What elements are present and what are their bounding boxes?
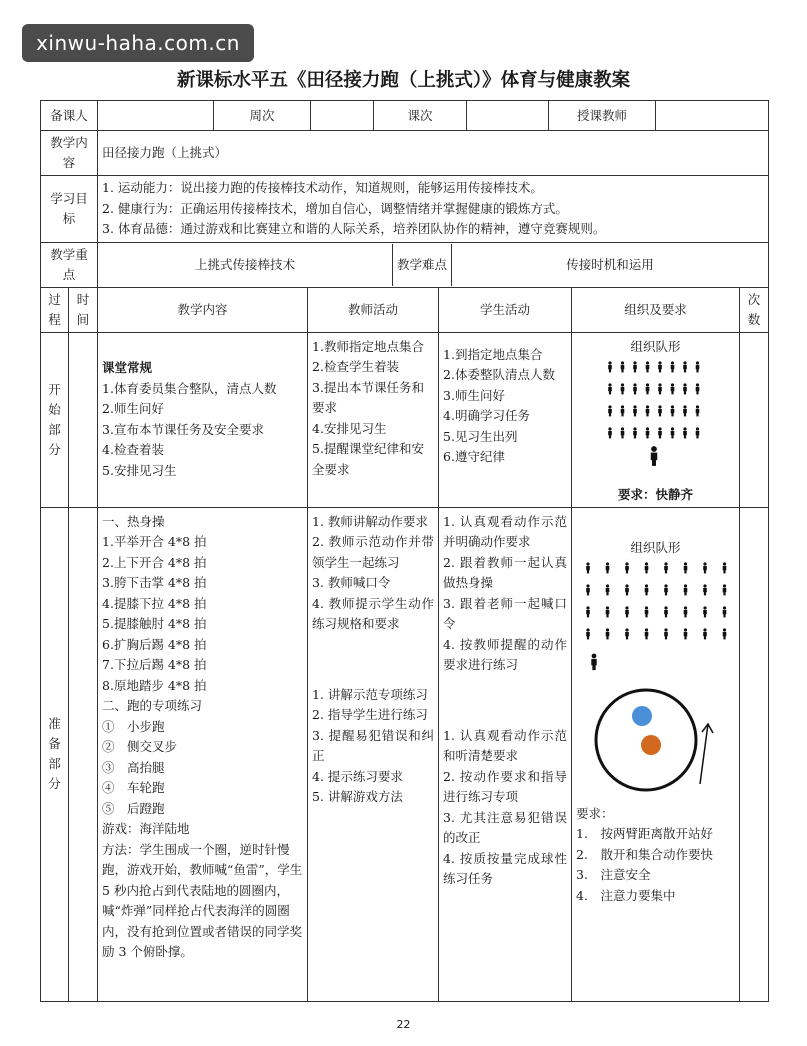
start-content-item: 4.检查着装	[102, 442, 164, 457]
student-figure-icon	[621, 427, 625, 438]
student-figure-icon	[671, 405, 675, 416]
student-item: 1. 认真观看动作示范并明确动作要求	[443, 513, 568, 549]
student-figure-icon	[683, 383, 687, 394]
goals-label: 学习目标	[41, 176, 98, 243]
teacher-item: 3.提出本节课任务和要求	[312, 379, 424, 415]
student-figure-icon	[696, 405, 700, 416]
prep-section-row	[41, 507, 769, 1002]
start-section-time	[69, 332, 98, 507]
student-item: 3. 尤其注意易犯错误的改正	[443, 809, 568, 845]
req-item: 2. 散开和集合动作要快	[576, 846, 713, 862]
student-figure-icon	[696, 427, 700, 438]
student-figure-icon	[664, 584, 668, 595]
student-figure-icon	[646, 383, 650, 394]
student-item: 6.遵守纪律	[443, 449, 505, 464]
warmup-item: 6.扩胸后踢 4*8 拍	[102, 636, 207, 652]
student-figure-icon	[684, 562, 688, 573]
prep-org-title: 组织队形	[630, 539, 681, 555]
student-figure-icon	[683, 405, 687, 416]
content-value: 田径接力跑（上挑式）	[98, 131, 769, 176]
student-figure-icon	[671, 383, 675, 394]
student-item: 4.明确学习任务	[443, 408, 530, 423]
student-figure-icon	[586, 628, 590, 639]
teacher-item: 1.教师指定地点集合	[312, 338, 424, 354]
teacher-item: 5. 讲解游戏方法	[312, 789, 403, 804]
student-figure-icon	[646, 405, 650, 416]
student-figure-icon	[684, 606, 688, 617]
student-figure-icon	[658, 427, 662, 438]
student-figure-icon	[651, 446, 657, 466]
page-title: 新课标水平五《田径接力跑（上挑式）》体育与健康教案	[176, 70, 631, 91]
student-figure-icon	[723, 628, 727, 639]
col-process: 过程	[41, 287, 69, 332]
blue-marker	[632, 706, 652, 726]
goals-list	[98, 176, 769, 243]
goal-item: 1. 运动能力：说出接力跑的传接棒技术动作，知道规则，能够运用传接棒技术。	[102, 180, 543, 195]
student-figure-icon	[684, 628, 688, 639]
student-figure-icon	[621, 361, 625, 372]
student-figure-icon	[646, 427, 650, 438]
student-figure-icon	[646, 361, 650, 372]
start-formation-diagram	[576, 357, 734, 475]
warmup-title: 一、热身操	[102, 513, 165, 529]
start-section-label: 开始部分	[41, 332, 69, 507]
warmup-item: 5.提膝触肘 4*8 拍	[102, 616, 207, 631]
student-item: 4. 按教师提醒的动作要求进行练习	[443, 636, 568, 672]
difficulty-label: 教学难点	[393, 244, 452, 286]
student-figure-icon	[671, 361, 675, 372]
student-figure-icon	[703, 584, 707, 595]
start-org-requirement: 要求：快静齐	[618, 486, 694, 502]
student-figure-icon	[696, 361, 700, 372]
student-item: 2. 跟着教师一起认真做热身操	[443, 554, 568, 590]
req-item: 3. 注意安全	[576, 867, 651, 882]
col-time: 时间	[69, 287, 98, 332]
student-figure-icon	[608, 427, 612, 438]
student-figure-icon	[723, 606, 727, 617]
student-figure-icon	[658, 361, 662, 372]
start-teacher-activity	[308, 332, 439, 507]
col-count: 次数	[740, 287, 769, 332]
lesson-label: 课次	[374, 101, 467, 130]
teacher-item: 5.提醒课堂纪律和安全要求	[312, 441, 424, 477]
teacher-item: 3. 教师喊口令	[312, 575, 391, 590]
start-content-item: 1.体育委员集合整队，清点人数	[102, 380, 277, 396]
student-figure-icon	[633, 361, 637, 372]
teacher-item: 2. 教师示范动作并带领学生一起练习	[312, 534, 435, 570]
start-count	[740, 332, 769, 507]
prep-formation-diagram	[576, 558, 734, 678]
student-figure-icon	[664, 606, 668, 617]
teacher-item: 2. 指导学生进行练习	[312, 707, 428, 722]
student-figure-icon	[671, 427, 675, 438]
student-figure-icon	[606, 606, 610, 617]
teacher-item: 4. 教师提示学生动作练习规格和要求	[312, 595, 435, 631]
warmup-item: 3.胯下击掌 4*8 拍	[102, 575, 207, 590]
student-figure-icon	[703, 628, 707, 639]
warmup-item: 8.原地踏步 4*8 拍	[102, 677, 207, 693]
warmup-item: 2.上下开合 4*8 拍	[102, 554, 207, 570]
prep-requirements	[576, 804, 735, 907]
goal-item: 3. 体育品德：通过游戏和比赛建立和谐的人际关系，培养团队协作的精神，遵守竞赛规则。	[102, 221, 606, 236]
start-org-title: 组织队形	[630, 338, 681, 354]
col-content: 教学内容	[98, 287, 308, 332]
column-header-row	[41, 287, 769, 332]
student-item: 1. 认真观看动作示范和听清楚要求	[443, 727, 568, 763]
teacher-item: 2.检查学生着装	[312, 359, 399, 374]
student-figure-icon	[645, 606, 649, 617]
preparer-label: 备课人	[41, 101, 98, 131]
student-figure-icon	[608, 383, 612, 394]
teacher-item: 3. 提醒易犯错误和纠正	[312, 727, 435, 763]
start-student-activity	[439, 332, 572, 507]
start-content	[98, 332, 308, 507]
warmup-item: 1.平举开合 4*8 拍	[102, 534, 207, 549]
prep-count	[740, 507, 769, 1002]
focus-row	[41, 242, 769, 287]
student-figure-icon	[703, 606, 707, 617]
student-figure-icon	[633, 405, 637, 416]
drill-title: 二、跑的专项练习	[102, 698, 203, 713]
drill-item: ② 侧交叉步	[102, 739, 178, 754]
prep-teacher-activity	[308, 507, 439, 1002]
student-figure-icon	[633, 427, 637, 438]
student-figure-icon	[645, 628, 649, 639]
student-figure-icon	[606, 562, 610, 573]
student-figure-icon	[683, 361, 687, 372]
student-figure-icon	[664, 628, 668, 639]
student-item: 1.到指定地点集合	[443, 346, 543, 362]
start-section-row	[41, 332, 769, 507]
start-content-item: 3.宣布本节课任务及安全要求	[102, 421, 264, 437]
teacher-item: 1. 教师讲解动作要求	[312, 513, 428, 529]
student-item: 4. 按质按量完成球性练习任务	[443, 850, 568, 886]
prep-organization	[572, 507, 740, 1002]
preparer-value	[98, 101, 214, 130]
student-item: 5.见习生出列	[443, 428, 518, 444]
content-row	[41, 131, 769, 176]
drill-item: ⑤ 后蹬跑	[102, 800, 165, 816]
req-item: 4. 注意力要集中	[576, 887, 676, 903]
student-figure-icon	[621, 405, 625, 416]
prep-student-activity	[439, 507, 572, 1002]
col-org: 组织及要求	[572, 287, 740, 332]
goal-item: 2. 健康行为：正确运用传接棒技术，增加自信心，调整情绪并掌握健康的锻炼方式。	[102, 200, 568, 216]
student-figure-icon	[683, 427, 687, 438]
student-figure-icon	[658, 405, 662, 416]
lesson-value	[467, 101, 549, 130]
student-figure-icon	[606, 584, 610, 595]
start-content-item: 5.安排见习生	[102, 462, 177, 478]
student-figure-icon	[696, 383, 700, 394]
teacher-label: 授课教师	[549, 101, 656, 130]
student-figure-icon	[625, 628, 629, 639]
difficulty-value: 传接时机和运用	[566, 256, 654, 272]
student-figure-icon	[645, 562, 649, 573]
student-figure-icon	[703, 562, 707, 573]
student-figure-icon	[621, 383, 625, 394]
student-figure-icon	[608, 405, 612, 416]
key-point-label: 教学重点	[41, 242, 98, 287]
req-title: 要求：	[576, 805, 614, 821]
start-content-item: 2.师生问好	[102, 401, 164, 416]
student-figure-icon	[608, 361, 612, 372]
student-figure-icon	[645, 584, 649, 595]
lesson-plan-table	[40, 100, 769, 1002]
student-item: 2.体委整队清点人数	[443, 367, 555, 382]
student-figure-icon	[625, 584, 629, 595]
student-figure-icon	[625, 606, 629, 617]
warmup-item: 4.提膝下拉 4*8 拍	[102, 595, 207, 611]
watermark: xinwu-haha.com.cn	[22, 24, 254, 62]
student-figure-icon	[586, 606, 590, 617]
week-value	[311, 101, 374, 130]
student-figure-icon	[586, 562, 590, 573]
prep-content	[98, 507, 308, 1002]
warmup-item: 7.下拉后踢 4*8 拍	[102, 657, 207, 672]
req-item: 1. 按两臂距离散开站好	[576, 826, 713, 841]
teacher-item: 1. 讲解示范专项练习	[312, 686, 428, 702]
student-item: 3. 跟着老师一起喊口令	[443, 595, 568, 631]
student-figure-icon	[723, 562, 727, 573]
orange-marker	[641, 735, 661, 755]
start-content-title: 课堂常规	[102, 360, 153, 375]
drill-item: ③ 高抬腿	[102, 759, 165, 775]
student-figure-icon	[586, 584, 590, 595]
header-row	[41, 101, 769, 131]
game-circle-diagram	[576, 684, 734, 794]
page-number: 22	[396, 1018, 411, 1031]
col-student: 学生活动	[439, 287, 572, 332]
col-teacher: 教师活动	[308, 287, 439, 332]
week-label: 周次	[214, 101, 311, 130]
drill-item: ④ 车轮跑	[102, 780, 165, 795]
prep-section-time	[69, 507, 98, 1002]
student-item: 2. 按动作要求和指导进行练习专项	[443, 768, 568, 804]
direction-arrow	[700, 724, 708, 784]
teacher-item: 4. 提示练习要求	[312, 768, 403, 784]
teacher-value	[656, 101, 768, 130]
drill-item: ① 小步跑	[102, 718, 165, 734]
student-figure-icon	[684, 584, 688, 595]
goals-row	[41, 176, 769, 243]
student-figure-icon	[591, 653, 596, 670]
student-figure-icon	[606, 628, 610, 639]
game-description: 方法：学生围成一个圈，逆时针慢跑，游戏开始，教师喊“鱼雷”，学生 5 秒内抢占到代表陆地的圆圈内，喊“炸弹”同样抢占代表海洋的圆圈内，没有抢到位置或者错误的同学奖励 3 个俯卧撑。	[102, 841, 303, 959]
game-title: 游戏：海洋陆地	[102, 821, 190, 836]
student-figure-icon	[633, 383, 637, 394]
student-figure-icon	[664, 562, 668, 573]
prep-section-label: 准备部分	[41, 507, 69, 1002]
student-item: 3.师生问好	[443, 387, 505, 403]
student-figure-icon	[658, 383, 662, 394]
start-organization	[572, 332, 740, 507]
student-figure-icon	[625, 562, 629, 573]
content-label: 教学内容	[41, 131, 98, 176]
teacher-item: 4.安排见习生	[312, 420, 387, 436]
key-point-value: 上挑式传接棒技术	[98, 244, 393, 286]
student-figure-icon	[723, 584, 727, 595]
